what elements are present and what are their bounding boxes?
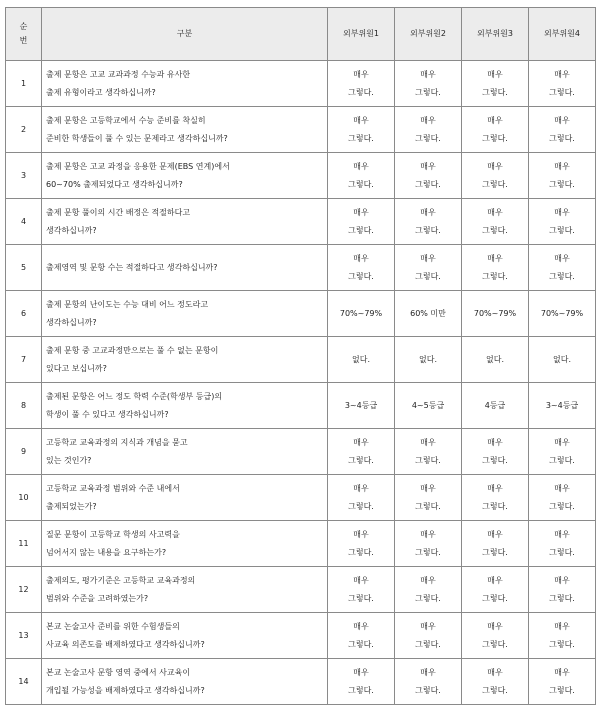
answer-member-3: 매우 그렇다. [462,245,529,291]
answer-member-4: 매우 그렇다. [529,153,596,199]
answer-member-1: 70%~79% [328,291,395,337]
answer-member-4: 매우 그렇다. [529,429,596,475]
row-number: 7 [6,337,42,383]
answer-member-1: 매우 그렇다. [328,245,395,291]
table-row [6,475,596,521]
question-text: 출제된 문항은 어느 정도 학력 수준(학생부 등급)의 학생이 풀 수 있다고 생각하십니까? [42,383,328,429]
answer-member-3: 매우 그렇다. [462,567,529,613]
answer-member-4: 매우 그렇다. [529,613,596,659]
answer-member-1: 매우 그렇다. [328,659,395,705]
answer-member-4: 매우 그렇다. [529,61,596,107]
answer-member-4: 70%~79% [529,291,596,337]
header-member-2: 외부위원2 [395,8,462,61]
row-number: 12 [6,567,42,613]
table-body [6,61,596,705]
answer-member-3: 매우 그렇다. [462,153,529,199]
answer-member-2: 매우 그렇다. [395,613,462,659]
row-number: 6 [6,291,42,337]
answer-member-1: 매우 그렇다. [328,153,395,199]
row-number: 13 [6,613,42,659]
table-header-row [6,8,596,61]
question-text: 본교 논술고사 문항 영역 중에서 사교육이 개입될 가능성을 배제하였다고 생각하십니까? [42,659,328,705]
header-number: 순 번 [6,8,42,61]
header-member-1: 외부위원1 [328,8,395,61]
table-row [6,521,596,567]
answer-member-2: 매우 그렇다. [395,199,462,245]
row-number: 3 [6,153,42,199]
table-row [6,245,596,291]
answer-member-4: 매우 그렇다. [529,521,596,567]
answer-member-2: 매우 그렇다. [395,659,462,705]
table-row [6,107,596,153]
header-category: 구분 [42,8,328,61]
question-text: 고등학교 교육과정의 지식과 개념을 묻고 있는 것인가? [42,429,328,475]
table-row [6,199,596,245]
answer-member-2: 없다. [395,337,462,383]
answer-member-3: 4등급 [462,383,529,429]
answer-member-3: 매우 그렇다. [462,475,529,521]
answer-member-3: 없다. [462,337,529,383]
answer-member-4: 매우 그렇다. [529,567,596,613]
answer-member-1: 매우 그렇다. [328,199,395,245]
row-number: 8 [6,383,42,429]
answer-member-2: 4~5등급 [395,383,462,429]
answer-member-1: 매우 그렇다. [328,567,395,613]
answer-member-4: 3~4등급 [529,383,596,429]
answer-member-3: 매우 그렇다. [462,199,529,245]
answer-member-4: 없다. [529,337,596,383]
row-number: 1 [6,61,42,107]
evaluation-table [5,7,596,705]
answer-member-3: 매우 그렇다. [462,107,529,153]
question-text: 출제 문항의 난이도는 수능 대비 어느 정도라고 생각하십니까? [42,291,328,337]
answer-member-1: 매우 그렇다. [328,613,395,659]
row-number: 11 [6,521,42,567]
question-text: 출제의도, 평가기준은 고등학교 교육과정의 범위와 수준을 고려하였는가? [42,567,328,613]
answer-member-2: 매우 그렇다. [395,475,462,521]
question-text: 출제 문항은 고등학교에서 수능 준비를 착실히 준비한 학생들이 풀 수 있는 문제라고 생각하십니까? [42,107,328,153]
answer-member-1: 매우 그렇다. [328,475,395,521]
answer-member-2: 매우 그렇다. [395,245,462,291]
question-text: 본교 논술고사 준비를 위한 수험생들의 사교육 의존도를 배제하였다고 생각하십니까? [42,613,328,659]
header-member-4: 외부위원4 [529,8,596,61]
answer-member-3: 매우 그렇다. [462,659,529,705]
question-text: 출제 문항 중 고교과정만으로는 풀 수 없는 문항이 있다고 보십니까? [42,337,328,383]
row-number: 2 [6,107,42,153]
question-text: 출제 문항 풀이의 시간 배정은 적절하다고 생각하십니까? [42,199,328,245]
table-row [6,61,596,107]
answer-member-2: 매우 그렇다. [395,107,462,153]
answer-member-4: 매우 그렇다. [529,107,596,153]
answer-member-3: 매우 그렇다. [462,429,529,475]
question-text: 질문 문항이 고등학교 학생의 사고력을 넘어서지 않는 내용을 요구하는가? [42,521,328,567]
question-text: 출제영역 및 문항 수는 적절하다고 생각하십니까? [42,245,328,291]
table-row [6,429,596,475]
answer-member-4: 매우 그렇다. [529,659,596,705]
answer-member-1: 매우 그렇다. [328,521,395,567]
row-number: 5 [6,245,42,291]
answer-member-1: 매우 그렇다. [328,429,395,475]
row-number: 9 [6,429,42,475]
answer-member-2: 매우 그렇다. [395,567,462,613]
table-row [6,613,596,659]
answer-member-3: 매우 그렇다. [462,61,529,107]
table-row [6,337,596,383]
answer-member-3: 매우 그렇다. [462,521,529,567]
question-text: 출제 문항은 고교 교과과정 수능과 유사한 출제 유형이라고 생각하십니까? [42,61,328,107]
table-row [6,291,596,337]
table-row [6,383,596,429]
answer-member-4: 매우 그렇다. [529,199,596,245]
question-text: 출제 문항은 고교 과정을 응용한 문제(EBS 연계)에서 60~70% 출제되었다고 생각하십니까? [42,153,328,199]
answer-member-2: 매우 그렇다. [395,521,462,567]
question-text: 고등학교 교육과정 범위와 수준 내에서 출제되었는가? [42,475,328,521]
answer-member-3: 매우 그렇다. [462,613,529,659]
answer-member-1: 없다. [328,337,395,383]
row-number: 4 [6,199,42,245]
row-number: 10 [6,475,42,521]
answer-member-4: 매우 그렇다. [529,245,596,291]
answer-member-2: 60% 미만 [395,291,462,337]
answer-member-2: 매우 그렇다. [395,429,462,475]
table-row [6,567,596,613]
answer-member-1: 매우 그렇다. [328,61,395,107]
answer-member-2: 매우 그렇다. [395,153,462,199]
answer-member-1: 3~4등급 [328,383,395,429]
answer-member-1: 매우 그렇다. [328,107,395,153]
answer-member-2: 매우 그렇다. [395,61,462,107]
answer-member-4: 매우 그렇다. [529,475,596,521]
table-row [6,659,596,705]
table-row [6,153,596,199]
row-number: 14 [6,659,42,705]
header-member-3: 외부위원3 [462,8,529,61]
answer-member-3: 70%~79% [462,291,529,337]
